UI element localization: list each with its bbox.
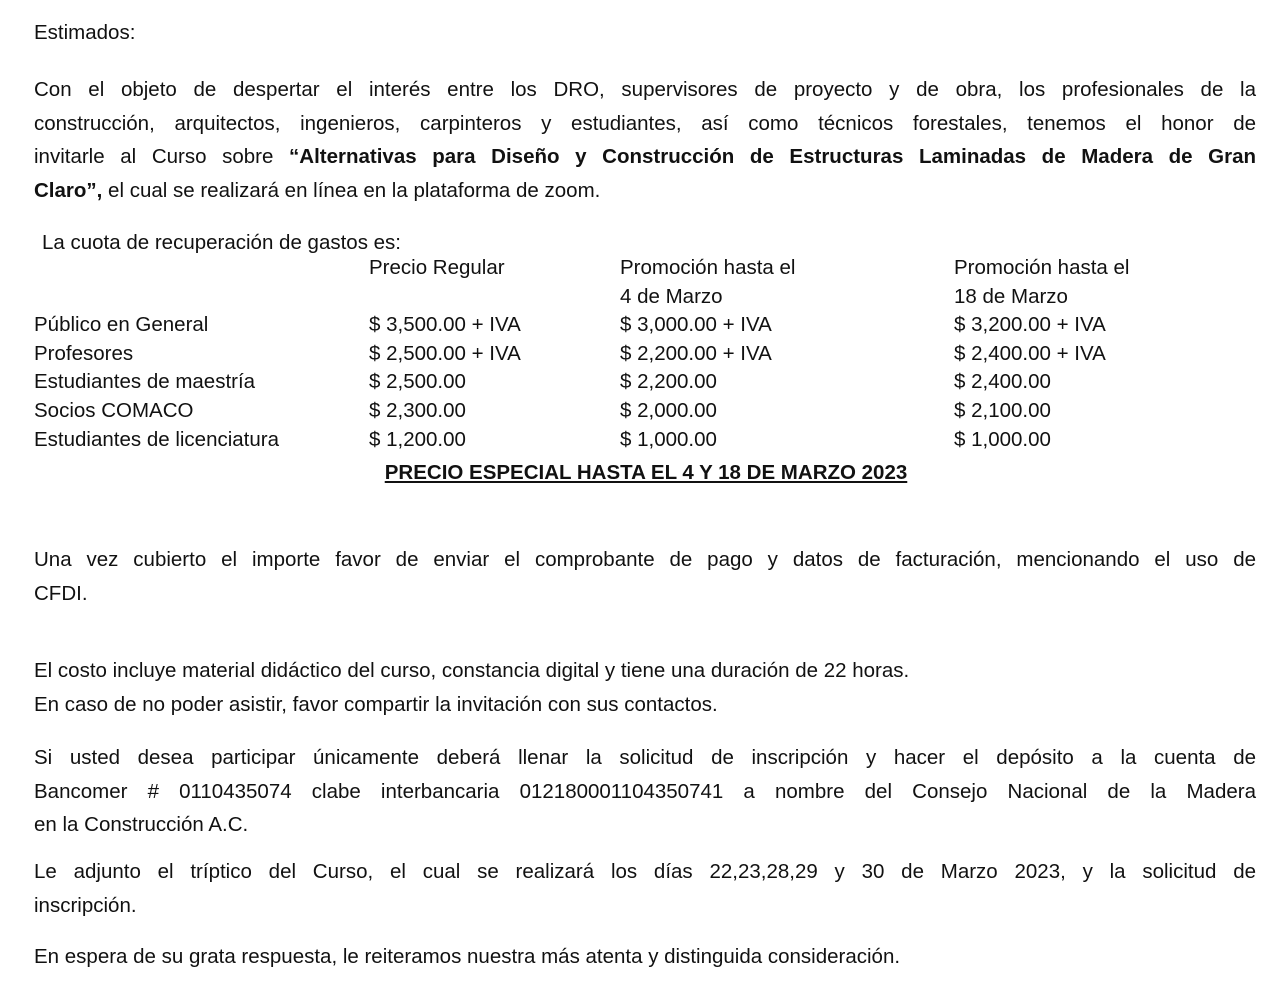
column-header-promo-2: Promoción hasta el	[954, 256, 1130, 279]
price-regular: $ 2,300.00	[369, 399, 466, 422]
price-promo-2: $ 2,400.00	[954, 370, 1051, 394]
row-label: Socios COMACO	[34, 399, 194, 422]
course-title-part-2: Claro”,	[34, 178, 103, 202]
deposit-line-1: Si usted desea participar únicamente deberá llenar la solicitud de inscripción y hacer el depósito a la cuenta de	[34, 746, 1256, 769]
price-promo-1: $ 3,000.00 + IVA	[620, 313, 772, 337]
intro-line-2: construcción, arquitectos, ingenieros, carpinteros y estudiantes, así como técnicos forestales, tenemos el honor de	[34, 111, 1256, 135]
intro-line-4	[34, 174, 1256, 208]
row-label: Estudiantes de licenciatura	[34, 427, 280, 451]
payment-paragraph	[34, 543, 1256, 610]
cost-line-2: En caso de no poder asistir, favor compartir la invitación con sus contactos.	[34, 692, 718, 716]
price-promo-1: $ 2,200.00	[620, 370, 717, 394]
price-regular: $ 3,500.00 + IVA	[369, 313, 521, 337]
intro-trailing-text: el cual se realizará en línea en la plataforma de zoom.	[102, 178, 601, 202]
attachment-paragraph	[34, 855, 1256, 922]
payment-line-2: CFDI.	[34, 581, 88, 605]
price-regular: $ 2,500.00	[369, 370, 466, 394]
price-promo-2: $ 2,400.00 + IVA	[954, 341, 1106, 365]
attachment-line-2: inscripción.	[34, 893, 137, 917]
greeting: Estimados:	[34, 21, 136, 44]
row-label: Estudiantes de maestría	[34, 370, 256, 394]
price-promo-1: $ 1,000.00	[620, 427, 717, 451]
column-header-promo-2-date: 18 de Marzo	[954, 284, 1068, 308]
deposit-paragraph	[34, 741, 1256, 842]
intro-lead-text: invitarle al Curso sobre	[34, 145, 290, 168]
price-promo-2: $ 2,100.00	[954, 399, 1051, 422]
column-header-regular: Precio Regular	[369, 256, 505, 279]
intro-paragraph	[34, 73, 1256, 207]
price-promo-2: $ 3,200.00 + IVA	[954, 313, 1106, 337]
cost-line-1: El costo incluye material didáctico del curso, constancia digital y tiene una duración de 22 horas.	[34, 659, 910, 682]
intro-line-1: Con el objeto de despertar el interés entre los DRO, supervisores de proyecto y de obra, los profesionales de la	[34, 78, 1256, 101]
intro-line-3	[34, 140, 1256, 174]
deposit-line-3: en la Construcción A.C.	[34, 813, 249, 836]
cost-paragraph	[34, 654, 1256, 721]
price-promo-2: $ 1,000.00	[954, 427, 1051, 451]
price-regular: $ 2,500.00 + IVA	[369, 341, 521, 365]
payment-line-1: Una vez cubierto el importe favor de enviar el comprobante de pago y datos de facturación, mencionando el uso de	[34, 548, 1256, 571]
row-label: Público en General	[34, 313, 209, 337]
price-promo-1: $ 2,000.00	[620, 399, 717, 422]
price-regular: $ 1,200.00	[369, 427, 466, 451]
column-header-promo-1: Promoción hasta el	[620, 256, 796, 279]
special-price-note: PRECIO ESPECIAL HASTA EL 4 Y 18 DE MARZO 2023	[384, 461, 908, 484]
row-label: Profesores	[34, 341, 134, 365]
closing-line: En espera de su grata respuesta, le reiteramos nuestra más atenta y distinguida consideración.	[34, 945, 901, 968]
price-promo-1: $ 2,200.00 + IVA	[620, 341, 772, 365]
deposit-line-2: Bancomer # 0110435074 clabe interbancaria 012180001104350741 a nombre del Consejo Nacional de la Madera	[34, 779, 1256, 803]
fees-heading: La cuota de recuperación de gastos es:	[42, 231, 401, 254]
course-title-part-1: “Alternativas para Diseño y Construcción de Estructuras Laminadas de Madera de Gran	[289, 145, 1256, 168]
attachment-line-1: Le adjunto el tríptico del Curso, el cual se realizará los días 22,23,28,29 y 30 de Marzo 2023, y la solicitud de	[34, 860, 1256, 883]
column-header-promo-1-date: 4 de Marzo	[620, 284, 723, 308]
